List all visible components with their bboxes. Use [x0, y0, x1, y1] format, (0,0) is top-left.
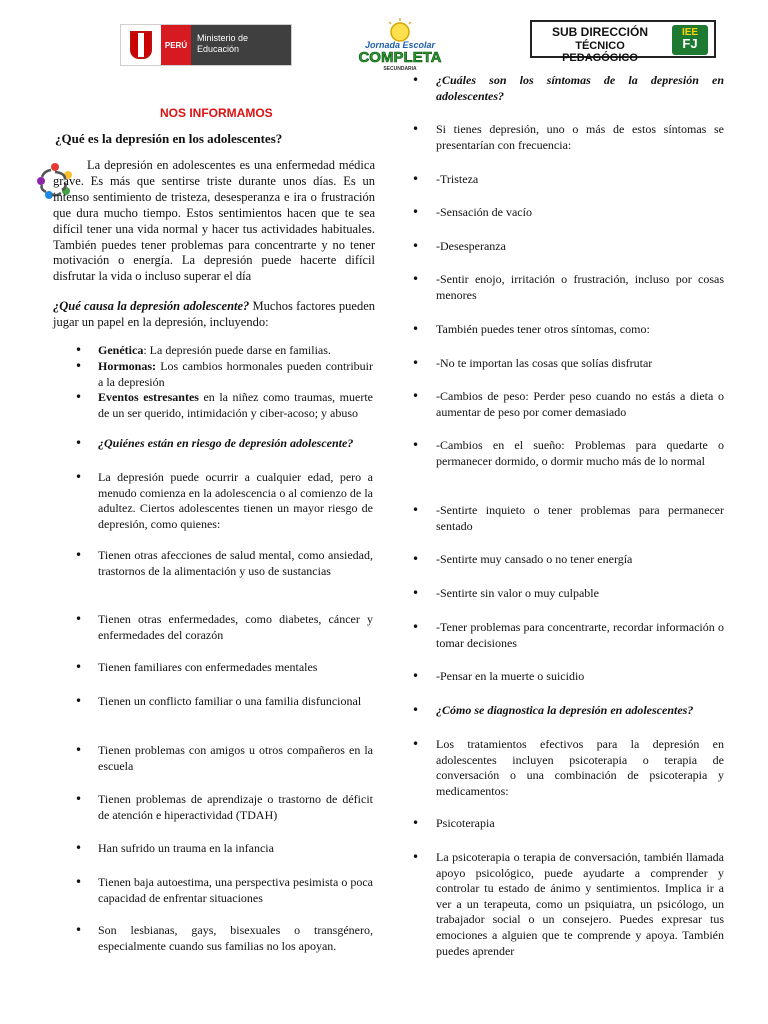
sub-direccion-line2: TÉCNICO PEDAGÓGICO — [562, 40, 638, 64]
cause-text: en la niñez como traumas, muerte de un ser querido, intimidación y ciber-acoso; y abuso — [98, 390, 373, 420]
cause-label: Eventos estresantes — [98, 390, 199, 404]
section-title: NOS INFORMAMOS — [160, 106, 273, 120]
diagnosis-question: ¿Cómo se diagnostica la depresión en adolescentes? — [436, 703, 694, 717]
cause-text: : La depresión puede darse en familias. — [143, 343, 331, 357]
jec-line2: COMPLETA — [358, 49, 442, 66]
question-what-is: ¿Qué es la depresión en los adolescentes? — [55, 131, 283, 146]
risk-question: ¿Quiénes están en riesgo de depresión adolescente? — [98, 436, 354, 450]
cause-text: Los cambios hormonales pueden contribuir a la depresión — [98, 359, 373, 389]
causes-intro-text: Muchos factores pueden jugar un papel en la depresión, incluyendo: — [53, 299, 375, 329]
peru-label: PERÚ — [161, 25, 191, 65]
definition-paragraph — [53, 158, 375, 285]
ministry-logo — [120, 24, 292, 66]
school-logo-top: IEE — [681, 27, 699, 38]
jec-line1: Jornada Escolar — [364, 40, 436, 50]
sub-direccion-box — [530, 20, 716, 64]
causes-intro — [53, 298, 375, 330]
definition-text: La depresión en adolescentes es una enfermedad médica grave. Es más que sentirse triste durante unos días. Es un intenso sentimiento de tristeza, desesperanza e ira o frustración que dura mucho tiempo. Estos sentimientos hacen que te sea difícil tener una vida normal y hacer tus actividades habituales. También puedes tener problemas para concentrarte y no tener motivación o energía. La depresión puede hacerte difícil disfrutar la vida o incluso superar el día — [53, 158, 375, 284]
cause-label: Hormonas: — [98, 359, 156, 373]
school-logo-mid: FJ — [682, 36, 698, 51]
ministry-name: Ministerio de Educación — [191, 25, 291, 65]
peru-shield-icon — [121, 25, 161, 65]
cause-label: Genética — [98, 343, 144, 357]
school-logo — [672, 25, 708, 55]
causes-question: ¿Qué causa la depresión adolescente? — [53, 299, 250, 313]
jec-line3: SECUNDARIA — [383, 66, 417, 72]
sub-direccion-line1: SUB DIRECCIÓN — [551, 25, 648, 39]
jornada-escolar-completa-logo — [345, 18, 455, 72]
symptoms-question: ¿Cuáles son los síntomas de la depresión en adolescentes? — [436, 73, 724, 103]
